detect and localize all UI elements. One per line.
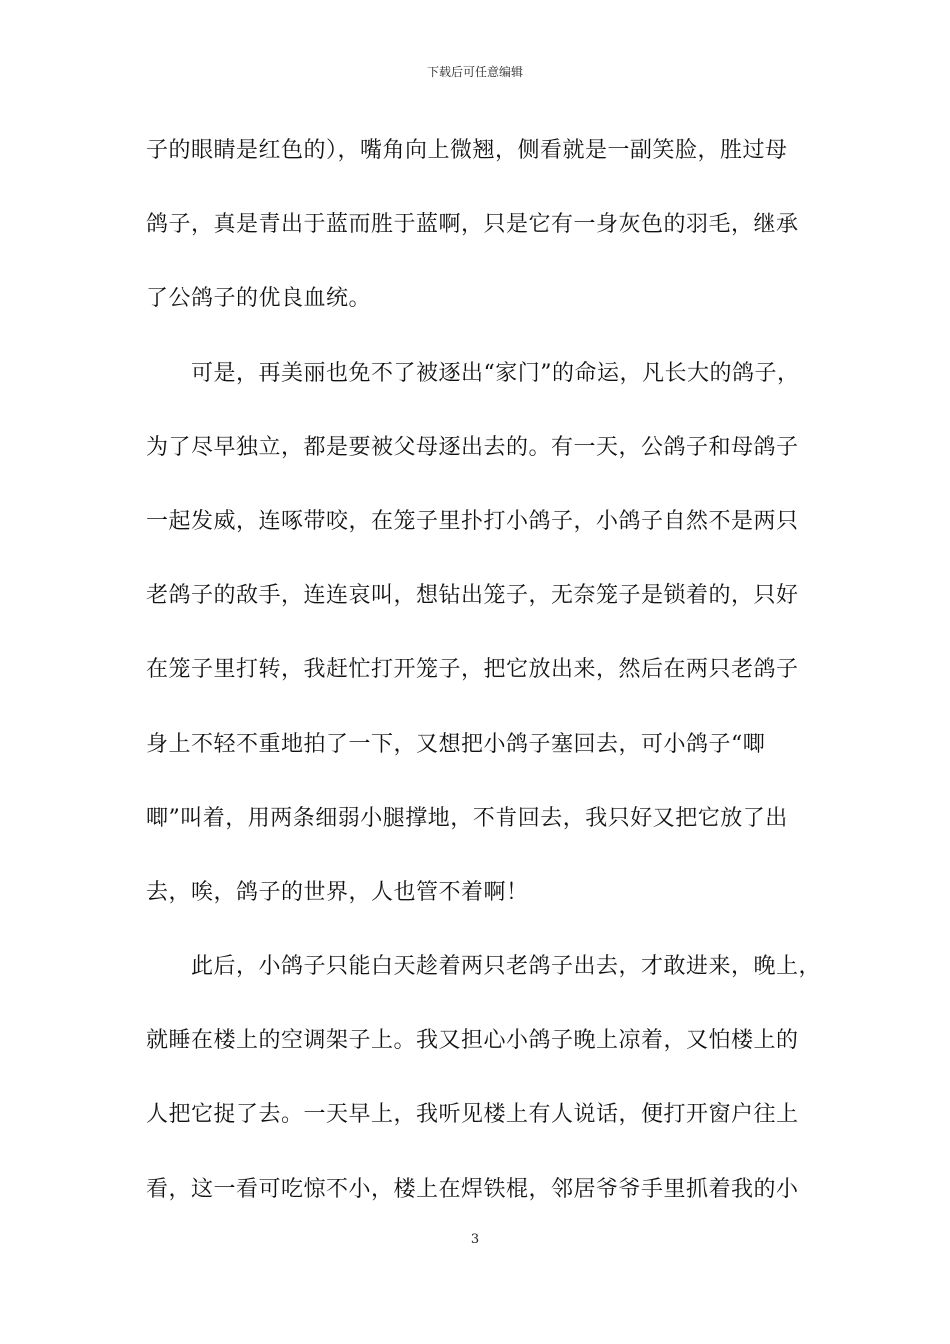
text-line: 了公鸽子的优良血统。 xyxy=(146,286,372,312)
text-line: 去，唉，鸽子的世界，人也管不着啊！ xyxy=(146,879,529,905)
page-number: 3 xyxy=(470,1232,480,1247)
text-line: 为了尽早独立，都是要被父母逐出去的。有一天，公鸽子和母鸽子 xyxy=(146,434,799,460)
page-header: 下载后可任意编辑 xyxy=(426,65,523,79)
text-line: 一起发威，连啄带咬，在笼子里扑打小鸽子，小鸽子自然不是两只 xyxy=(146,508,799,534)
text-line: 子的眼睛是红色的），嘴角向上微翘，侧看就是一副笑脸，胜过母 xyxy=(146,138,788,163)
text-line: 鸽子，真是青出于蓝而胜于蓝啊，只是它有一身灰色的羽毛，继承 xyxy=(146,212,799,238)
text-line: 身上不轻不重地拍了一下，又想把小鸽子塞回去，可小鸽子“唧 xyxy=(146,731,766,757)
text-line: 人把它捉了去。一天早上，我听见楼上有人说话，便打开窗户往上 xyxy=(146,1102,799,1128)
text-line: 看，这一看可吃惊不小，楼上在焊铁棍，邻居爷爷手里抓着我的小 xyxy=(146,1176,799,1202)
text-line: 唧”叫着，用两条细弱小腿撑地，不肯回去，我只好又把它放了出 xyxy=(146,805,788,831)
text-line: 老鸽子的敌手，连连哀叫，想钻出笼子，无奈笼子是锁着的，只好 xyxy=(146,583,799,609)
text-line: 就睡在楼上的空调架子上。我又担心小鸽子晚上凉着，又怕楼上的 xyxy=(146,1028,799,1054)
text-line: 在笼子里打转，我赶忙打开笼子，把它放出来，然后在两只老鸽子 xyxy=(146,657,799,683)
document-body xyxy=(146,126,822,1239)
paragraph-first-line: 可是，再美丽也免不了被逐出“家门”的命运，凡长大的鸽子， xyxy=(191,360,800,386)
paragraph-first-line: 此后，小鸽子只能白天趁着两只老鸽子出去，才敢进来，晚上， xyxy=(191,954,822,980)
